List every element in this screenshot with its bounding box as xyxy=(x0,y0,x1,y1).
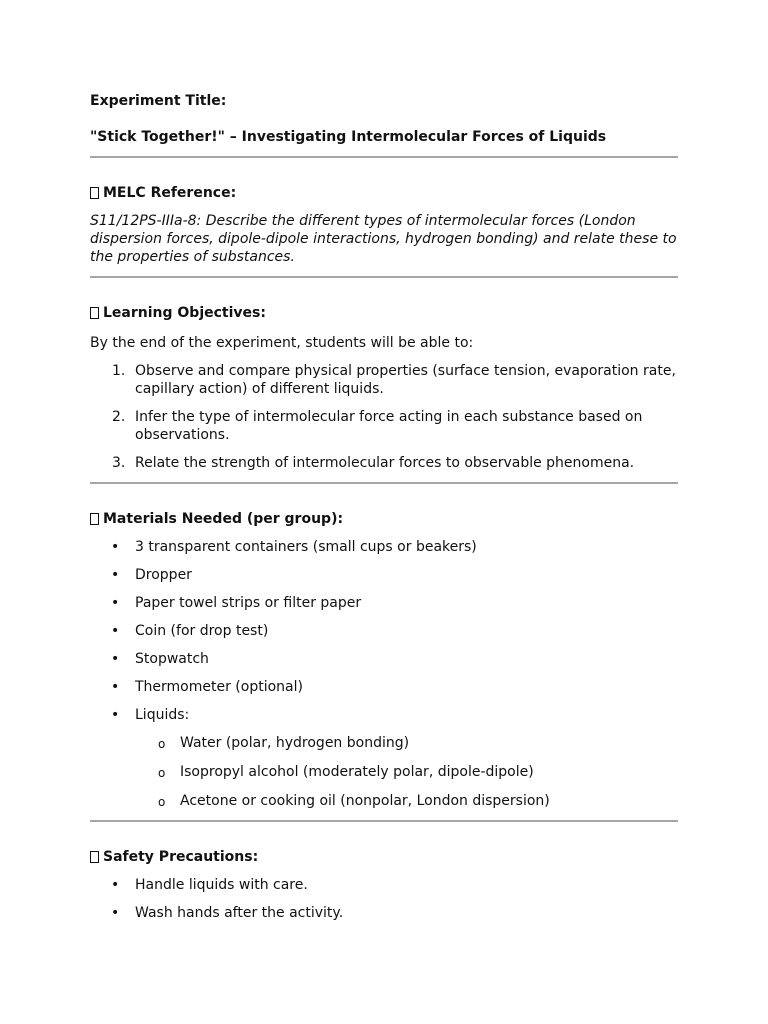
bullet-icon: • xyxy=(111,595,120,611)
list-item-text: Paper towel strips or filter paper xyxy=(135,595,362,611)
list-item-text: Stopwatch xyxy=(135,651,209,667)
list-item-text: Observe and compare physical properties (surface tension, evaporation rate, capillary action) of different liquids. xyxy=(135,363,676,397)
liquids-sublist xyxy=(135,734,678,810)
divider xyxy=(90,276,678,278)
bullet-icon: • xyxy=(111,567,120,583)
list-item xyxy=(90,538,678,556)
materials-list xyxy=(90,538,678,810)
objectives-list xyxy=(90,362,678,472)
circle-bullet-icon: o xyxy=(158,737,166,751)
melc-heading-label: MELC Reference: xyxy=(103,185,237,201)
list-number: 3. xyxy=(112,455,126,471)
circle-bullet-icon: o xyxy=(158,795,166,809)
materials-heading xyxy=(90,510,678,528)
list-item-text: Infer the type of intermolecular force acting in each substance based on observations. xyxy=(135,409,643,443)
list-item xyxy=(90,678,678,696)
list-item-text: Thermometer (optional) xyxy=(135,679,303,695)
list-number: 1. xyxy=(112,363,126,379)
missing-glyph-icon xyxy=(90,851,99,863)
objectives-section xyxy=(90,304,678,472)
safety-heading xyxy=(90,848,678,866)
circle-bullet-icon: o xyxy=(158,766,166,780)
bullet-icon: • xyxy=(111,905,120,921)
list-item xyxy=(90,566,678,584)
list-item xyxy=(90,650,678,668)
safety-section xyxy=(90,848,678,922)
divider xyxy=(90,482,678,484)
objectives-heading-label: Learning Objectives: xyxy=(103,305,266,321)
experiment-title: "Stick Together!" – Investigating Intermolecular Forces of Liquids xyxy=(90,129,607,145)
list-item xyxy=(90,706,678,810)
list-item xyxy=(90,594,678,612)
melc-heading xyxy=(90,184,678,202)
list-item-text: Wash hands after the activity. xyxy=(135,905,344,921)
list-item-text: Handle liquids with care. xyxy=(135,877,308,893)
list-item-text: Relate the strength of intermolecular forces to observable phenomena. xyxy=(135,455,635,471)
materials-heading-label: Materials Needed (per group): xyxy=(103,511,344,527)
melc-reference-text: S11/12PS-IIIa-8: Describe the different types of intermolecular forces (London dispersion forces, dipole-dipole interactions, hydrogen bonding) and relate these to the properties of substances. xyxy=(90,213,677,265)
list-item-text: Dropper xyxy=(135,567,192,583)
missing-glyph-icon xyxy=(90,513,99,525)
bullet-icon: • xyxy=(111,707,120,723)
list-item-text: Liquids: xyxy=(135,707,190,723)
bullet-icon: • xyxy=(111,539,120,555)
bullet-icon: • xyxy=(111,651,120,667)
materials-section xyxy=(90,510,678,810)
sub-list-item xyxy=(135,763,678,781)
missing-glyph-icon xyxy=(90,187,99,199)
list-item xyxy=(90,454,678,472)
objectives-heading xyxy=(90,304,678,322)
list-number: 2. xyxy=(112,409,126,425)
sub-list-item-text: Acetone or cooking oil (nonpolar, London dispersion) xyxy=(180,793,550,809)
missing-glyph-icon xyxy=(90,307,99,319)
list-item-text: Coin (for drop test) xyxy=(135,623,269,639)
list-item xyxy=(90,622,678,640)
divider xyxy=(90,156,678,158)
divider xyxy=(90,820,678,822)
sub-list-item xyxy=(135,792,678,810)
list-item xyxy=(90,876,678,894)
experiment-title-label: Experiment Title: xyxy=(90,93,227,109)
list-item-text: 3 transparent containers (small cups or beakers) xyxy=(135,539,477,555)
melc-section xyxy=(90,184,678,266)
sub-list-item-text: Water (polar, hydrogen bonding) xyxy=(180,735,410,751)
list-item xyxy=(90,408,678,444)
objectives-intro: By the end of the experiment, students will be able to: xyxy=(90,335,474,351)
list-item xyxy=(90,362,678,398)
safety-list xyxy=(90,876,678,922)
bullet-icon: • xyxy=(111,679,120,695)
sub-list-item xyxy=(135,734,678,752)
sub-list-item-text: Isopropyl alcohol (moderately polar, dipole-dipole) xyxy=(180,764,534,780)
safety-heading-label: Safety Precautions: xyxy=(103,849,259,865)
bullet-icon: • xyxy=(111,623,120,639)
bullet-icon: • xyxy=(111,877,120,893)
list-item xyxy=(90,904,678,922)
